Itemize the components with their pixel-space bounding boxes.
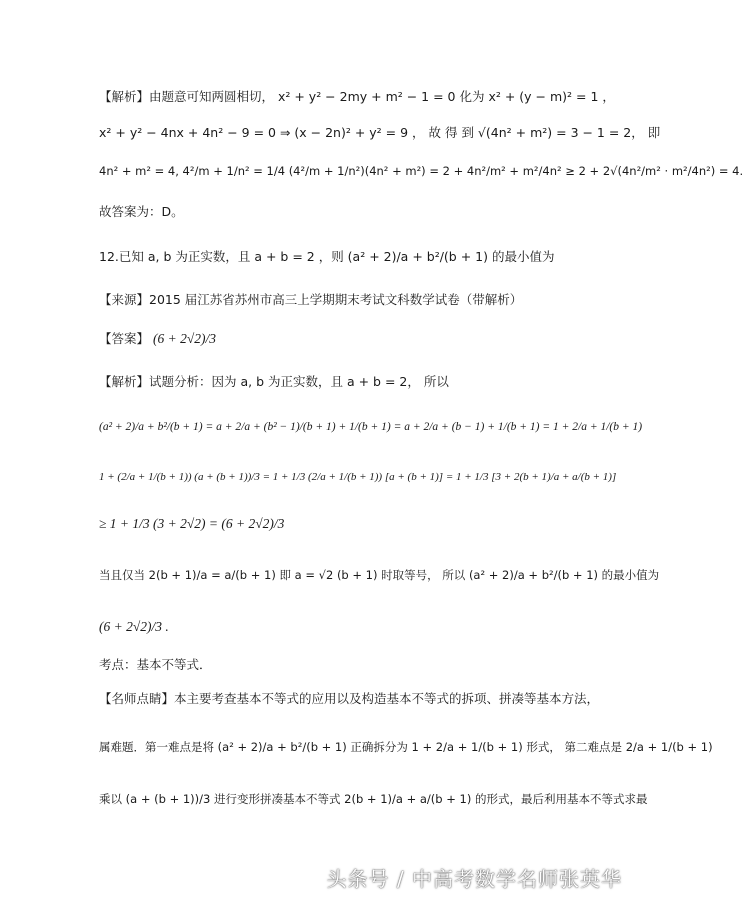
question-12: 12.已知 a, b 为正实数，且 a + b = 2 ，则 (a² + 2)/a + b²/(b + 1) 的最小值为 [99, 249, 555, 264]
equality-condition: 当且仅当 2(b + 1)/a = a/(b + 1) 即 a = √2 (b + 1) 时取等号， 所以 (a² + 2)/a + b²/(b + 1) 的最小值为 [99, 568, 660, 582]
analysis-intro: 【解析】试题分析：因为 a, b 为正实数，且 a + b = 2， 所以 [99, 374, 449, 389]
equation-3: ≥ 1 + 1/3 (3 + 2√2) = (6 + 2√2)/3 [99, 516, 285, 531]
teacher-comment-2: 属难题．第一难点是将 (a² + 2)/a + b²/(b + 1) 正确拆分为 1 + 2/a + 1/(b + 1) 形式， 第二难点是 2/a + 1/(b + 1) [99, 740, 713, 754]
solution-line-3: 4n² + m² = 4, 4²/m + 1/n² = 1/4 (4²/m + 1/n²)(4n² + m²) = 2 + 4n²/m² + m²/4n² ≥ 2 + 2√(4n²/m² · m²/4n²) = 4. [99, 164, 743, 178]
equation-1: (a² + 2)/a + b²/(b + 1) = a + 2/a + (b² − 1)/(b + 1) + 1/(b + 1) = a + 2/a + (b − 1) + 1/(b + 1) = 1 + 2/a + 1/(b + 1) [99, 421, 643, 433]
equation-2: 1 + (2/a + 1/(b + 1)) (a + (b + 1))/3 = 1 + 1/3 (2/a + 1/(b + 1)) [a + (b + 1)] = 1 + 1/3 [3 + 2(b + 1)/a + a/(b + 1)] [99, 471, 617, 483]
minimum-value: (6 + 2√2)/3 . [99, 619, 169, 634]
answer-is-d: 故答案为：D。 [99, 204, 184, 219]
kaodian: 考点：基本不等式． [99, 657, 212, 672]
answer-value: (6 + 2√2)/3 [153, 331, 217, 346]
teacher-comment-3: 乘以 (a + (b + 1))/3 进行变形拼凑基本不等式 2(b + 1)/a + a/(b + 1) 的形式，最后利用基本不等式求最 [99, 792, 648, 806]
solution-line-2: x² + y² − 4nx + 4n² − 9 = 0 ⇒ (x − 2n)² + y² = 9 ， 故 得 到 √(4n² + m²) = 3 − 1 = 2， 即 [99, 125, 661, 140]
watermark: 头条号 / 中高考数学名师张英华 [326, 867, 622, 891]
solution-line-1: 【解析】由题意可知两圆相切， x² + y² − 2my + m² − 1 = 0 化为 x² + (y − m)² = 1 ， [99, 89, 615, 104]
question-source: 【来源】2015 届江苏省苏州市高三上学期期末考试文科数学试卷（带解析） [99, 292, 523, 307]
answer-row [99, 330, 600, 348]
teacher-comment-1: 【名师点睛】本主要考查基本不等式的应用以及构造基本不等式的拆项、拼凑等基本方法， [99, 691, 600, 706]
answer-label: 【答案】 [99, 331, 150, 346]
